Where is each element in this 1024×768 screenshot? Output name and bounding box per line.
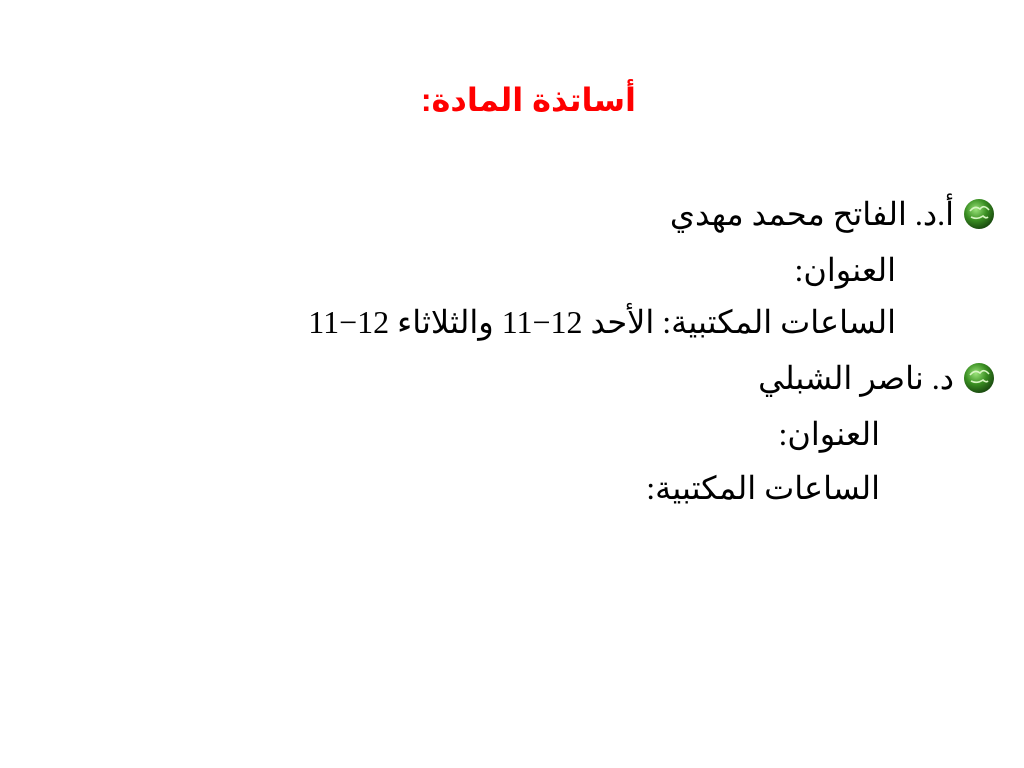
green-ball-bullet-icon (962, 361, 996, 395)
instructor-2-row (758, 358, 996, 398)
office-hours-time1: 11−12 (501, 304, 583, 340)
office-hours-day2: والثلاثاء (397, 304, 494, 340)
slide-title: أساتذة المادة: (420, 82, 636, 118)
instructor-2-address-label: العنوان: (778, 416, 880, 452)
office-hours-label: الساعات المكتبية: (662, 304, 896, 340)
office-hours-time2: 11−12 (308, 304, 390, 340)
instructor-2-office-hours-label: الساعات المكتبية: (646, 470, 880, 506)
instructor-1-office-hours (308, 302, 896, 342)
green-ball-bullet-icon (962, 197, 996, 231)
instructor-2-name: د. ناصر الشبلي (758, 360, 954, 396)
instructor-1-address-label: العنوان: (794, 252, 896, 288)
instructor-1-row (670, 194, 996, 234)
office-hours-day1: الأحد (590, 304, 655, 340)
instructor-1-name: أ.د. الفاتح محمد مهدي (669, 196, 954, 232)
